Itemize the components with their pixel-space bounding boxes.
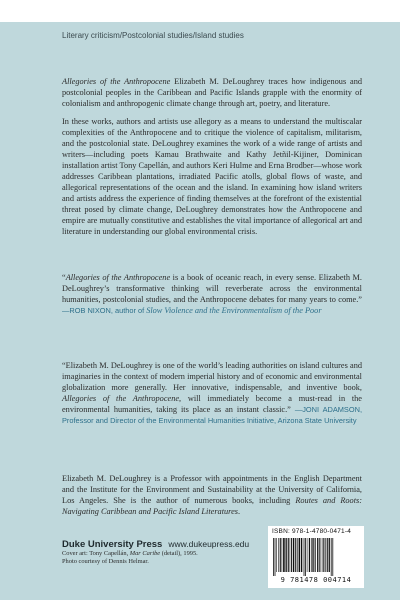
cover-credits [62,550,262,566]
barcode-icon [272,538,360,576]
blurb-attribution: —ROB NIXON, author of Slow Violence and the Environmentalism of the Poor [62,306,322,315]
book-title: Allegories of the Anthropocene [62,394,180,403]
description-paragraph-2: In these works, authors and artists use allegory as a means to understand the multiscalar complexities of the Anthropocene and to critique the violence of capitalism, militarism, and the postcolonial state. DeLoughrey examines the work of a wide range of artists and writers—including poets Kamau Brathwaite and Kathy Jetñil-Kijiner, Dominican installation artist Tony Capellán, and authors Keri Hulme and Erna Brodber—whose work addresses Caribbean plantations, irradiated Pacific atolls, global flows of waste, and allegorical representations of the ocean and the island. In examining how island writers and artists address the experience of finding themselves at the forefront of the existential threat posed by climate change, DeLoughrey demonstrates how the Anthropocene and empire are mutually constitutive and establishes the vital importance of allegorical art and literature in understanding our global environmental crisis. [62,117,362,236]
author-works: Routes and Roots: Navigating Caribbean and Pacific Island Literatures [62,496,362,516]
photo-credit: Photo courtesy of Dennis Helmar. [62,558,149,565]
publisher-name: Duke University Press [62,539,163,550]
book-title: Allegories of the Anthropocene [62,77,171,86]
top-white-band [0,0,400,22]
back-cover [0,22,400,600]
book-title: Allegories of the Anthropocene [65,273,171,282]
blurb-attribution: —JONI ADAMSON, Professor and Director of the Environmental Humanities Initiative, Arizona State University [62,405,362,425]
author-bio: Elizabeth M. DeLoughrey is a Professor with appointments in the English Department and the Institute for the Environment and Sustainability at the University of California, Los Angeles. She is the author of numerous books, including Routes and Roots: Navigating Caribbean and Pacific Island Literatures. [62,474,362,516]
blurb-rob-nixon: “Allegories of the Anthropocene is a book of oceanic reach, in every sense. Elizabeth M. DeLoughrey’s transformative thinking will reverberate across the environmental humanities, postcolonial studies, and the Anthropocene debates for many years to come.” —ROB NIXON, author of Slow Violence and the Environmentalism of the Poor [62,273,362,315]
barcode-number: 9 781478 004714 [280,576,352,584]
barcode-box [268,526,364,588]
description-paragraph-1: Allegories of the Anthropocene Elizabeth M. DeLoughrey traces how indigenous and postcolonial peoples in the Caribbean and Pacific Islands grapple with the enormity of colonialism and anthropogenic climate change through art, poetry, and literature. [62,77,362,108]
publisher-url[interactable]: www.dukeupress.edu [168,539,250,549]
blurb-joni-adamson: “Elizabeth M. DeLoughrey is one of the world’s leading authorities on island cultures and imaginaries in the context of modern imperial history and of economic and environmental globalization more generally. Her innovative, indispensable, and inventive book, Allegories of the Anthropocene, will immediately become a must-read in the environmental humanities, taking its place as an instant classic.” —JONI ADAMSON, Professor and Director of the Environmental Humanities Initiative, Arizona State University [62,361,362,425]
book-description [62,76,362,244]
genre-label: Literary criticism/Postcolonial studies/Island studies [62,31,244,40]
isbn-label: ISBN: 978-1-4780-0471-4 [272,528,352,535]
cover-art-credit: Cover art: Tony Capellán, Mar Caribe (detail), 1995. [62,550,198,557]
